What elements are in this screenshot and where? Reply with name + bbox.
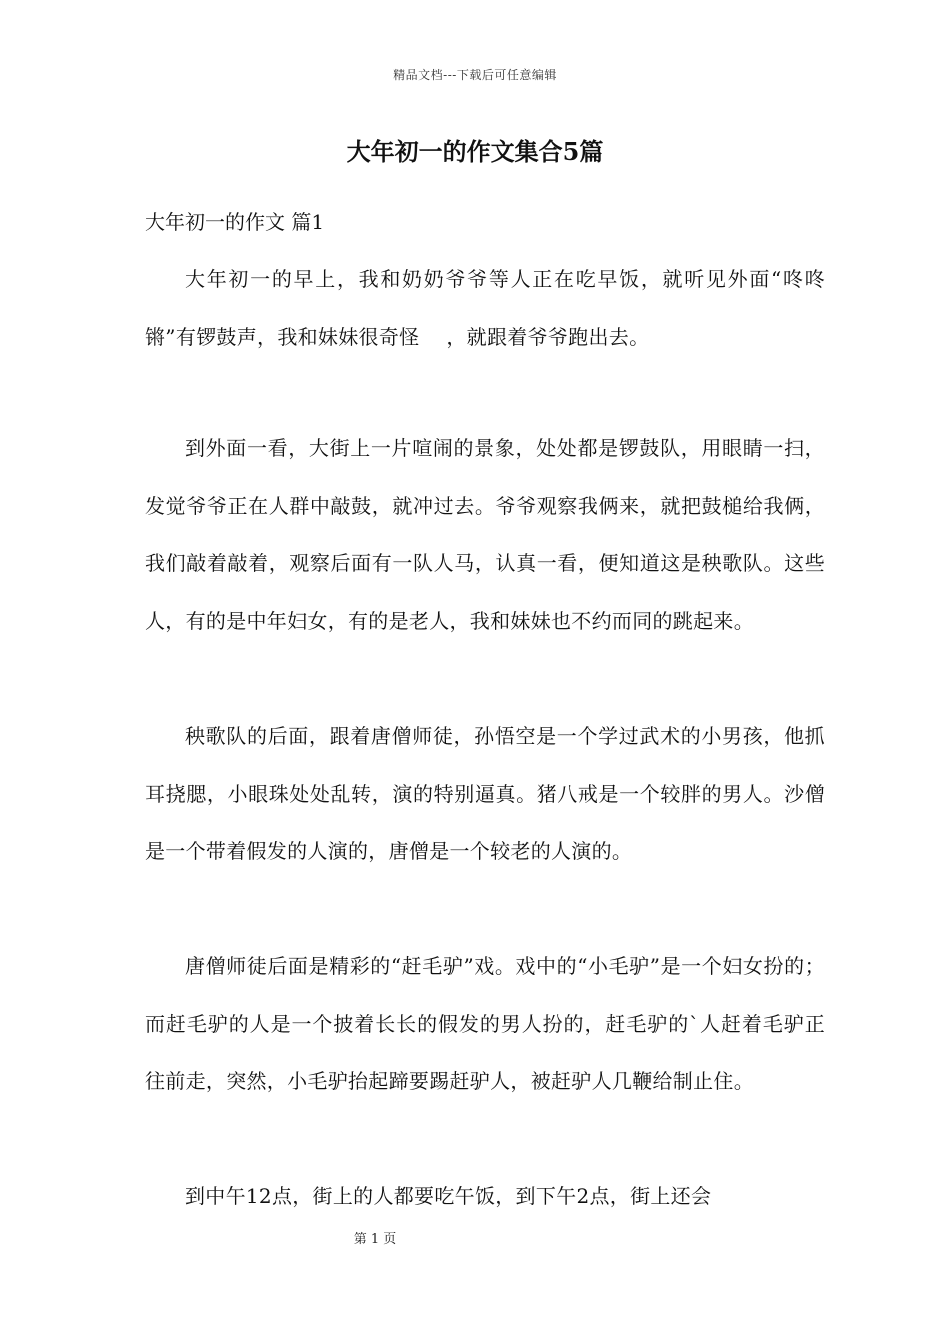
paragraph-5: 到中午12点，街上的人都要吃午饭，到下午2点，街上还会 (185, 1184, 712, 1208)
paragraph-3: 秧歌队的后面，跟着唐僧师徒，孙悟空是一个学过武术的小男孩，他抓耳挠腮，小眼珠处处乱转，演的特别逼真。猪八戒是一个较胖的男人。沙僧是一个带着假发的人演的，唐僧是一个较老的人演的。 (145, 724, 825, 863)
paragraph-4: 唐僧师徒后面是精彩的“赶毛驴”戏。戏中的“小毛驴”是一个妇女扮的；而赶毛驴的人是一个披着长长的假发的男人扮的，赶毛驴的`人赶着毛驴正往前走，突然，小毛驴抬起蹄要踢赶驴人，被赶驴人几鞭给制止住。 (145, 954, 825, 1093)
document-title: 大年初一的作文集合5篇 (346, 137, 604, 166)
paragraph-2: 到外面一看，大街上一片喧闹的景象，处处都是锣鼓队，用眼睛一扫，发觉爷爷正在人群中敲鼓，就冲过去。爷爷观察我俩来，就把鼓槌给我俩，我们敲着敲着，观察后面有一队人马，认真一看，便知道这是秧歌队。这些人，有的是中年妇女，有的是老人，我和妹妹也不约而同的跳起来。 (145, 436, 825, 633)
header-note: 精品文档---下载后可任意编辑 (393, 68, 557, 82)
page-number: 第 1 页 (353, 1232, 397, 1247)
paragraph-1: 大年初一的早上，我和奶奶爷爷等人正在吃早饭，就听见外面“咚咚锵”有锣鼓声，我和妹妹很奇怪 ，就跟着爷爷跑出去。 (145, 267, 825, 349)
section-heading: 大年初一的作文 篇1 (145, 210, 325, 234)
